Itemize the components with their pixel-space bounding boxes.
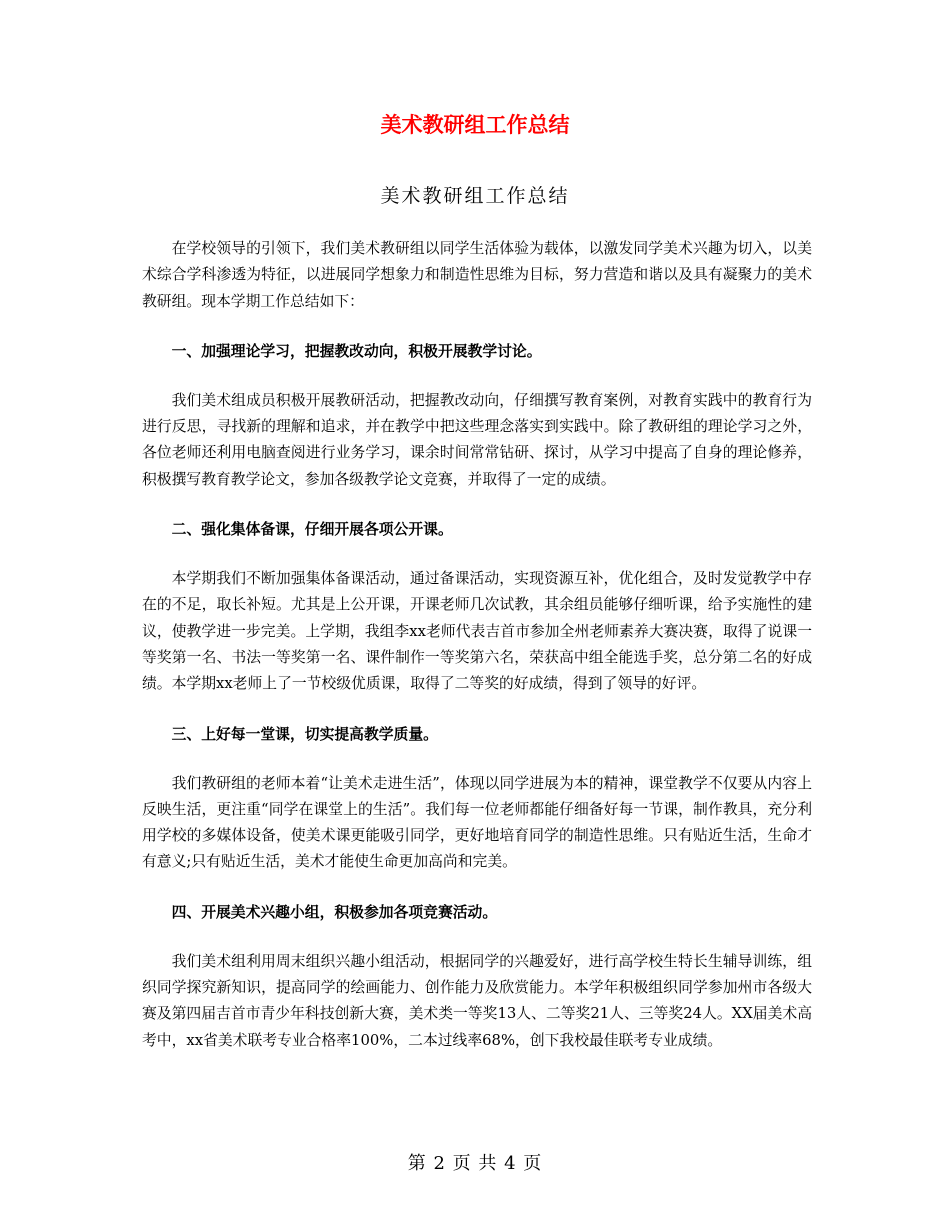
section-paragraph-4: 我们美术组利用周末组织兴趣小组活动，根据同学的兴趣爱好，进行高学校生特长生辅导训练，组织同学探究新知识，提高同学的绘画能力、创作能力及欣赏能力。本学年积极组织同学参加州市各级大赛及第四届吉首市青少年科技创新大赛，美术类一等奖13人、二等奖21人、三等奖24人。XX届美术高考中，xx省美术联考专业合格率100%，二本过线率68%，创下我校最佳联考专业成绩。 [142, 952, 812, 1049]
section-paragraph-2: 本学期我们不断加强集体备课活动，通过备课活动，实现资源互补，优化组合，及时发觉教学中存在的不足，取长补短。尤其是上公开课，开课老师几次试教，其余组员能够仔细听课，给予实施性的建议，使教学进一步完美。上学期，我组李xx老师代表吉首市参加全州老师素养大赛决赛，取得了说课一等奖第一名、书法一等奖第一名、课件制作一等奖第六名，荣获高中组全能选手奖，总分第二名的好成绩。本学期xx老师上了一节校级优质课，取得了二等奖的好成绩，得到了领导的好评。 [142, 570, 812, 693]
page-number: 第 2 页 共 4 页 [407, 1153, 543, 1174]
section-heading-3: 三、上好每一堂课，切实提高教学质量。 [171, 725, 438, 743]
section-heading-4: 四、开展美术兴趣小组，积极参加各项竞赛活动。 [171, 903, 498, 921]
section-paragraph-3: 我们教研组的老师本着“让美术走进生活”，体现以同学进展为本的精神，课堂教学不仅要从内容上反映生活，更注重“同学在课堂上的生活”。我们每一位老师都能仔细备好每一节课，制作教具，充分利用学校的多媒体设备，使美术课更能吸引同学，更好地培育同学的制造性思维。只有贴近生活，生命才有意义;只有贴近生活，美术才能使生命更加高尚和完美。 [142, 774, 812, 871]
document-title: 美术教研组工作总结 [380, 113, 570, 137]
document-subtitle: 美术教研组工作总结 [380, 185, 570, 207]
document-body [142, 236, 812, 1078]
section-paragraph-1: 我们美术组成员积极开展教研活动，把握教改动向，仔细撰写教育案例，对教育实践中的教育行为进行反思，寻找新的理解和追求，并在教学中把这些理念落实到实践中。除了教研组的理论学习之外，各位老师还利用电脑查阅进行业务学习，课余时间常常钻研、探讨，从学习中提高了自身的理论修养，积极撰写教育教学论文，参加各级教学论文竞赛，并取得了一定的成绩。 [142, 391, 812, 488]
section-heading-1: 一、加强理论学习，把握教改动向，积极开展教学讨论。 [171, 342, 542, 360]
intro-paragraph: 在学校领导的引领下，我们美术教研组以同学生活体验为载体，以激发同学美术兴趣为切入，以美术综合学科渗透为特征，以进展同学想象力和制造性思维为目标，努力营造和谐以及具有凝聚力的美术教研组。现本学期工作总结如下： [142, 240, 812, 310]
section-heading-2: 二、强化集体备课，仔细开展各项公开课。 [171, 521, 453, 539]
